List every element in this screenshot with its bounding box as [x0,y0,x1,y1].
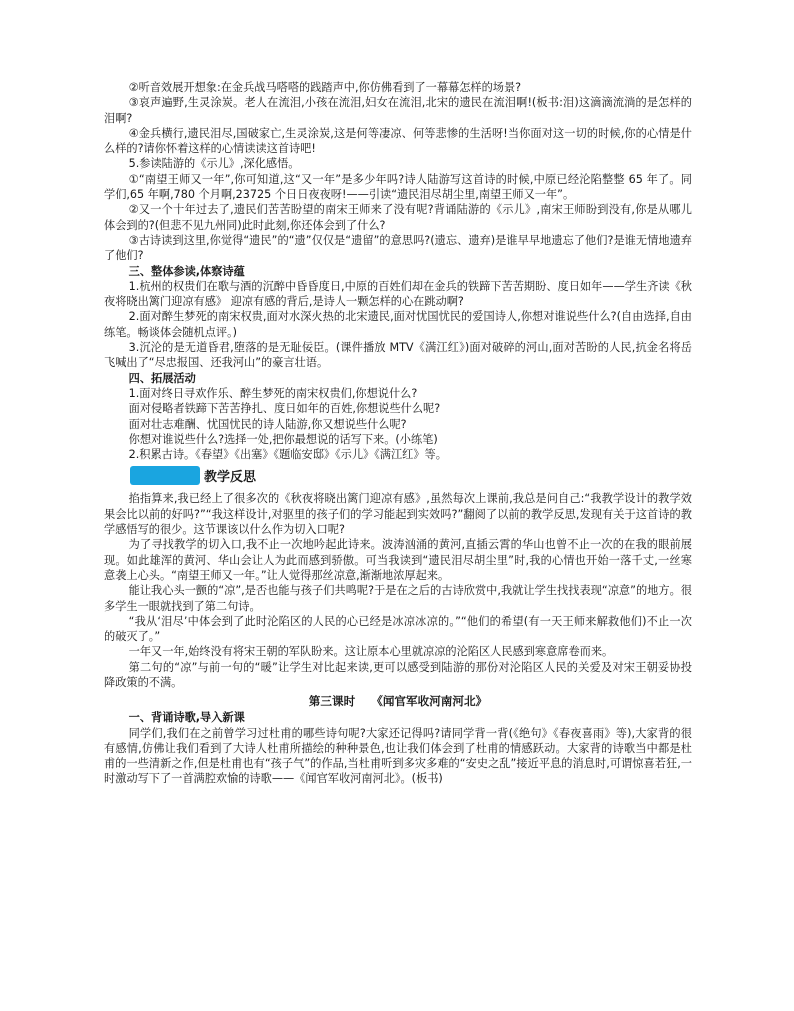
paragraph: 掐指算来,我已经上了很多次的《秋夜将晓出篱门迎凉有感》,虽然每次上课前,我总是问自己:“我教学设计的教学效果会比以前的好吗?”“我这样设计,对驱里的孩子们的学习能起到实效吗?”翻阅了以前的教学反思,发现有关于这首诗的教学感悟写的很少。这节课该以什么作为切入口呢? [104,492,692,537]
paragraph: 2.积累古诗。《春望》《出塞》《题临安邸》《示儿》《满江红》等。 [128,448,447,462]
paragraph: 1.面对终日寻欢作乐、醉生梦死的南宋权贵们,你想说什么? [128,386,418,400]
paragraph: ③哀声遍野,生灵涂炭。老人在流泪,小孩在流泪,妇女在流泪,北宋的遗民在流泪啊!(板书:泪)这滴滴流淌的是怎样的泪啊? [104,96,692,125]
reflection-banner [130,465,692,485]
paragraph: 第二句的“凉”与前一句的“暖”让学生对比起来读,更可以感受到陆游的那份对沦陷区人民的关爱及对宋王朝妥协投降政策的不满。 [104,660,692,689]
paragraph: ④金兵横行,遗民泪尽,国破家亡,生灵涂炭,这是何等凄凉、何等悲惨的生活呀!当你面对这一切的时候,你的心情是什么样的?请你怀着这样的心情读读这首诗吧! [104,126,692,156]
paragraph: 2.面对醉生梦死的南宋权贵,面对水深火热的北宋遗民,面对忧国忧民的爱国诗人,你想对谁说些什么?(自由选择,自由练笔。畅谈体会随机点评。) [104,310,692,339]
lesson-title [104,693,692,710]
paragraph: 面对侵略者铁蹄下苦苦挣扎、度日如年的百姓,你想说些什么呢? [128,402,441,416]
paragraph: ①“南望王师又一年”,你可知道,这“又一年”是多少年吗?诗人陆游写这首诗的时候,中原已经沦陷整整 65 年了。同学们,65 年啊,780 个月啊,23725 个日日夜夜呀!——引读“遗民泪尽胡尘里,南望王师又一年”。 [104,172,692,202]
section-heading: 四、拓展活动 [128,371,196,385]
paragraph: 5.参读陆游的《示儿》,深化感悟。 [128,157,300,171]
section-heading: 一、背诵诗歌,导入新课 [128,711,245,725]
paragraph: ②又一个十年过去了,遗民们苦苦盼望的南宋王师来了没有呢?背诵陆游的《示儿》,南宋王师盼到没有,你是从哪儿体会到的?(但悲不见九州同)此时此刻,你还体会到了什么? [104,203,692,232]
paragraph: 3.沉沦的是无道昏君,堕落的是无耻佞臣。(课件播放 MTV《满江红》)面对破碎的河山,面对苦盼的人民,抗金名将岳飞喊出了“尽忠报国、还我河山”的豪言壮语。 [104,341,692,370]
paragraph: 面对壮志难酬、忧国忧民的诗人陆游,你又想说些什么呢? [128,417,407,431]
paragraph: 1.杭州的权贵们在歌与酒的沉醉中昏昏度日,中原的百姓们却在金兵的铁蹄下苦苦期盼、度日如年——学生齐读《秋夜将晓出篱门迎凉有感》 迎凉有感的背后,是诗人一颗怎样的心在跳动啊? [104,279,692,309]
lesson-name: 《闻官军收河南河北》 [371,694,488,709]
paragraph: ②听音效展开想象:在金兵战马嗒嗒的践踏声中,你仿佛看到了一幕幕怎样的场景? [128,81,522,94]
paragraph: ③古诗读到这里,你觉得“遗民”的“遗”仅仅是“遗留”的意思吗?(遗忘、遗弃)是谁早早地遗忘了他们?是谁无情地遗弃了他们? [104,233,692,263]
paragraph: 为了寻找教学的切入口,我不止一次地吟起此诗来。波涛汹涌的黄河,直插云霄的华山也曾不止一次的在我的眼前展现。如此雄浑的黄河、华山会让人为此而感到骄傲。可当我读到“遗民泪尽胡尘里”时,我的心情也开始一落千丈,一丝寒意袭上心头。“南望王师又一年。”让人觉得那丝凉意,渐渐地浓厚起来。 [104,538,692,582]
document-page [104,80,692,787]
section-heading: 三、整体参读,体察诗蕴 [128,264,245,278]
paragraph: “我从‘泪尽’中体会到了此时沦陷区的人民的心已经是冰凉冰凉的。”“他们的希望(有一天王师来解救他们)不止一次的破灭了。” [104,614,692,644]
paragraph: 你想对谁说些什么?选择一处,把你最想说的话写下来。(小练笔) [128,432,438,446]
paragraph: 一年又一年,始终没有将宋王朝的军队盼来。这让原本心里就凉凉的沦陷区人民感到寒意席卷而来。 [128,645,614,659]
paragraph: 能让我心头一颤的“凉”,是否也能与孩子们共鸣呢?于是在之后的古诗欣赏中,我就让学生找找表现“凉意”的地方。很多学生一眼就找到了第二句诗。 [104,584,692,613]
banner-title: 教学反思 [204,469,257,485]
lesson-period: 第三课时 [308,694,356,709]
paragraph: 同学们,我们在之前曾学习过杜甫的哪些诗句呢?大家还记得吗?请同学背一背(《绝句》《春夜喜雨》等),大家背的很有感情,仿佛让我们看到了大诗人杜甫所描绘的种种景色,也让我们体会到了杜甫的情感跃动。大家背的诗歌当中都是杜甫的一些清新之作,但是杜甫也有“孩子气”的作品,当杜甫听到多灾多难的“安史之乱”接近平息的消息时,可谓惊喜若狂,一时激动写下了一首满腔欢愉的诗歌——《闻官军收河南河北》。(板书) [104,726,692,786]
banner-bar [130,466,200,485]
